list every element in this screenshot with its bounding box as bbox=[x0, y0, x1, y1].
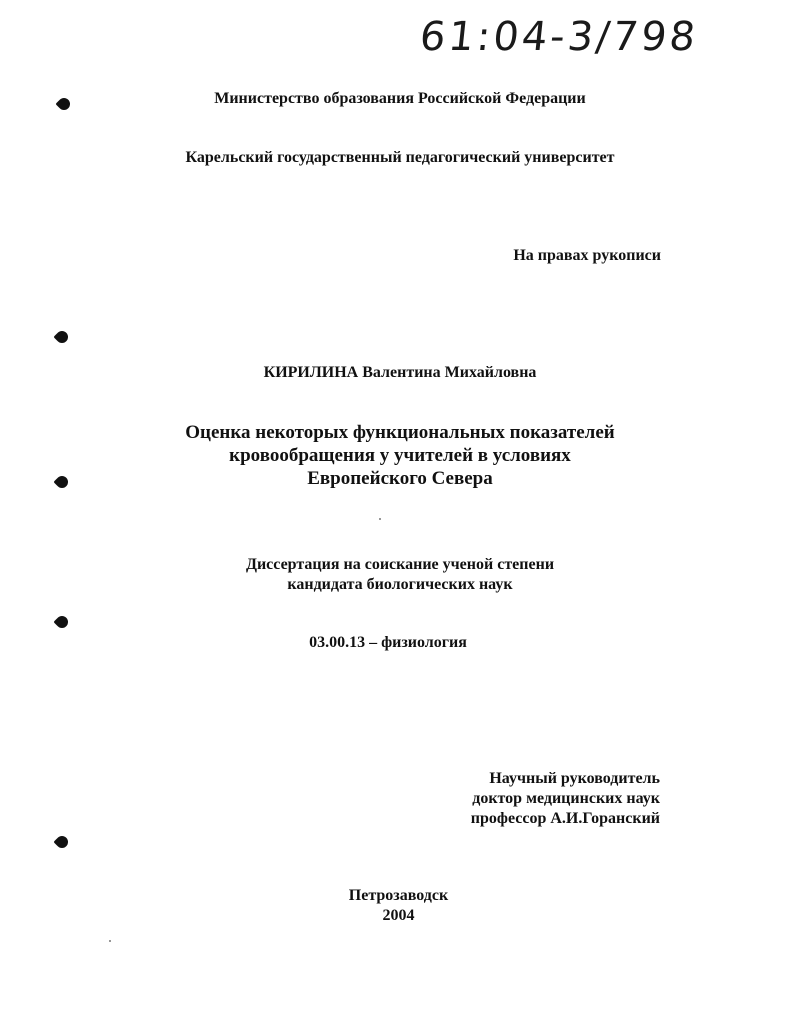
manuscript-rights-label: На правах рукописи bbox=[513, 247, 661, 264]
scan-speck bbox=[109, 940, 111, 942]
handwritten-archive-number: 61:04-3/798 bbox=[417, 14, 701, 60]
university-heading: Карельский государственный педагогический университет bbox=[185, 149, 615, 166]
binding-hole-icon bbox=[54, 614, 71, 631]
supervisor-line-1: Научный руководитель bbox=[489, 770, 660, 787]
binding-hole-icon bbox=[54, 834, 71, 851]
year: 2004 bbox=[382, 907, 415, 924]
dissertation-title-line-1: Оценка некоторых функциональных показателей bbox=[185, 422, 615, 443]
author-given-names: Валентина Михайловна bbox=[362, 364, 537, 381]
supervisor-line-3: профессор А.И.Горанский bbox=[470, 810, 660, 827]
author-surname: КИРИЛИНА bbox=[263, 364, 359, 381]
city: Петрозаводск bbox=[348, 887, 449, 904]
degree-line-2: кандидата биологических наук bbox=[287, 576, 513, 593]
degree-line-1: Диссертация на соискание ученой степени bbox=[245, 556, 555, 573]
scan-speck bbox=[379, 518, 381, 520]
author-name bbox=[0, 364, 797, 382]
supervisor-line-2: доктор медицинских наук bbox=[472, 790, 660, 807]
binding-hole-icon bbox=[54, 329, 71, 346]
dissertation-title-line-2: кровообращения у учителей в условиях bbox=[229, 445, 571, 466]
dissertation-title-line-3: Европейского Севера bbox=[307, 468, 493, 489]
specialty-code: 03.00.13 – физиология bbox=[309, 634, 467, 651]
ministry-heading: Министерство образования Российской Федерации bbox=[214, 90, 586, 107]
